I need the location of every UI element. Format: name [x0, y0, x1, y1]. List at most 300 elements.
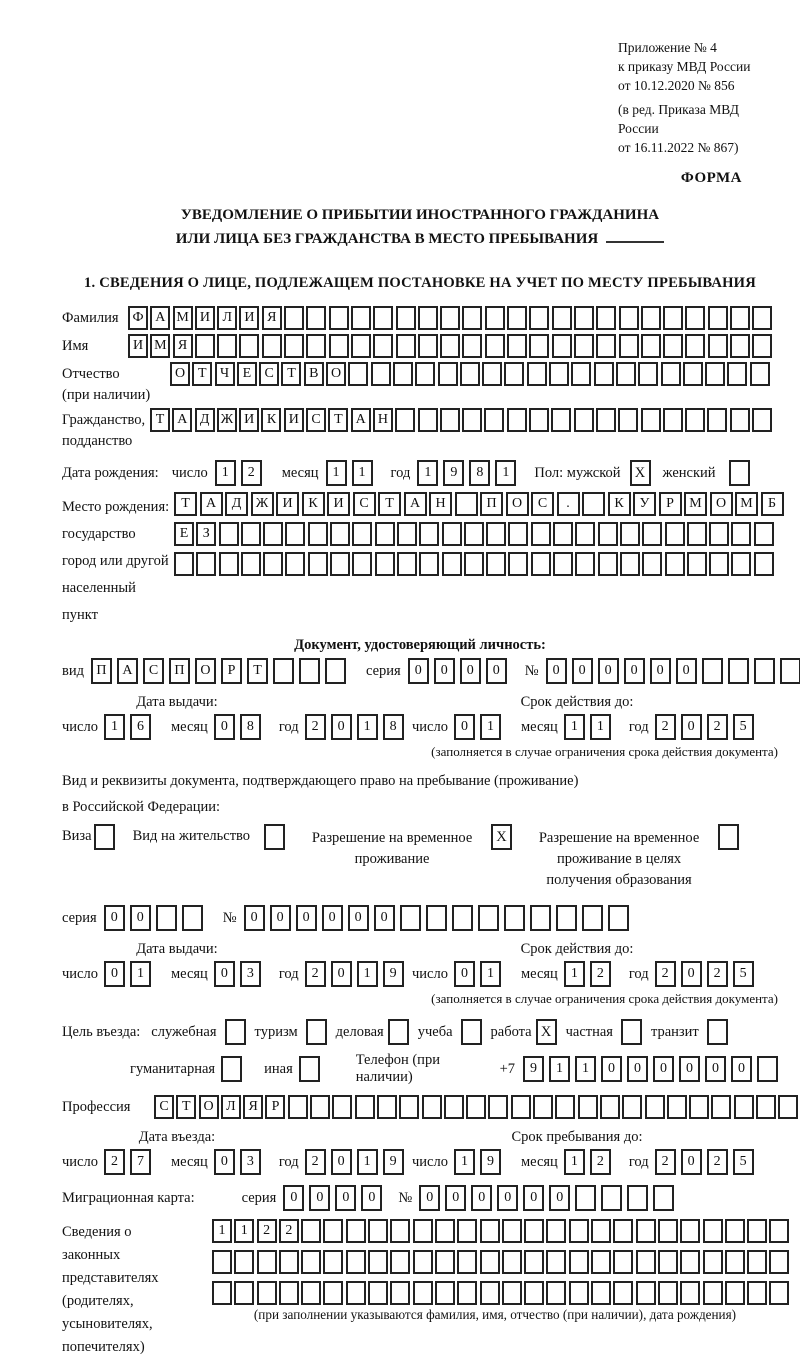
- char-cell[interactable]: [352, 522, 372, 546]
- char-cell[interactable]: 1: [417, 460, 438, 486]
- char-cell[interactable]: 0: [244, 905, 265, 931]
- char-cell[interactable]: Я: [243, 1095, 263, 1119]
- char-cell[interactable]: [658, 1219, 678, 1243]
- char-cell[interactable]: [596, 306, 616, 330]
- char-cell[interactable]: Ч: [215, 362, 235, 386]
- doc-issue-month-input[interactable]: [214, 714, 261, 740]
- char-cell[interactable]: [574, 306, 594, 330]
- char-cell[interactable]: [346, 1219, 366, 1243]
- char-cell[interactable]: [375, 522, 395, 546]
- char-cell[interactable]: Д: [195, 408, 215, 432]
- char-cell[interactable]: [703, 1219, 723, 1243]
- char-cell[interactable]: 2: [655, 961, 676, 987]
- entry-day-input[interactable]: [104, 1149, 151, 1175]
- char-cell[interactable]: [663, 306, 683, 330]
- char-cell[interactable]: 8: [240, 714, 261, 740]
- doc-issue-day-input[interactable]: [104, 714, 151, 740]
- char-cell[interactable]: О: [326, 362, 346, 386]
- doc-valid-year-input[interactable]: [655, 714, 754, 740]
- char-cell[interactable]: 0: [681, 961, 702, 987]
- char-cell[interactable]: 0: [653, 1056, 674, 1082]
- char-cell[interactable]: П: [91, 658, 112, 684]
- char-cell[interactable]: [683, 362, 703, 386]
- char-cell[interactable]: [329, 334, 349, 358]
- stay-year-input[interactable]: [655, 1149, 754, 1175]
- char-cell[interactable]: [438, 362, 458, 386]
- profession-input[interactable]: [154, 1095, 800, 1119]
- doc-number-input[interactable]: [546, 658, 800, 684]
- citizenship-input[interactable]: [150, 408, 774, 432]
- char-cell[interactable]: [689, 1095, 709, 1119]
- char-cell[interactable]: 0: [130, 905, 151, 931]
- char-cell[interactable]: [440, 306, 460, 330]
- char-cell[interactable]: [709, 552, 729, 576]
- char-cell[interactable]: Т: [328, 408, 348, 432]
- char-cell[interactable]: [750, 362, 770, 386]
- char-cell[interactable]: [346, 1281, 366, 1305]
- char-cell[interactable]: 1: [564, 961, 585, 987]
- char-cell[interactable]: 0: [598, 658, 619, 684]
- char-cell[interactable]: [263, 522, 283, 546]
- purpose-tourism-checkbox[interactable]: [306, 1019, 327, 1045]
- char-cell[interactable]: К: [261, 408, 281, 432]
- char-cell[interactable]: [377, 1095, 397, 1119]
- char-cell[interactable]: [598, 522, 618, 546]
- char-cell[interactable]: [480, 1281, 500, 1305]
- char-cell[interactable]: [636, 1250, 656, 1274]
- char-cell[interactable]: Т: [176, 1095, 196, 1119]
- char-cell[interactable]: [502, 1250, 522, 1274]
- char-cell[interactable]: [685, 334, 705, 358]
- char-cell[interactable]: [531, 552, 551, 576]
- char-cell[interactable]: Е: [174, 522, 194, 546]
- char-cell[interactable]: 2: [279, 1219, 299, 1243]
- residence-permit-checkbox[interactable]: [264, 824, 285, 850]
- purpose-humanitarian-checkbox[interactable]: [221, 1056, 242, 1082]
- char-cell[interactable]: [598, 552, 618, 576]
- char-cell[interactable]: [596, 408, 616, 432]
- char-cell[interactable]: [731, 552, 751, 576]
- char-cell[interactable]: 0: [627, 1056, 648, 1082]
- doc-valid-day-input[interactable]: [454, 714, 501, 740]
- char-cell[interactable]: 2: [305, 961, 326, 987]
- char-cell[interactable]: [196, 552, 216, 576]
- char-cell[interactable]: [529, 334, 549, 358]
- char-cell[interactable]: [725, 1281, 745, 1305]
- char-cell[interactable]: [257, 1281, 277, 1305]
- char-cell[interactable]: [728, 658, 749, 684]
- char-cell[interactable]: [756, 1095, 776, 1119]
- char-cell[interactable]: Л: [221, 1095, 241, 1119]
- stay-month-input[interactable]: [564, 1149, 611, 1175]
- char-cell[interactable]: [457, 1250, 477, 1274]
- char-cell[interactable]: [680, 1250, 700, 1274]
- char-cell[interactable]: 2: [305, 1149, 326, 1175]
- representatives-line2-input[interactable]: [212, 1250, 792, 1274]
- char-cell[interactable]: [393, 362, 413, 386]
- char-cell[interactable]: 0: [705, 1056, 726, 1082]
- char-cell[interactable]: [464, 552, 484, 576]
- char-cell[interactable]: [486, 522, 506, 546]
- char-cell[interactable]: [757, 1056, 778, 1082]
- char-cell[interactable]: [769, 1281, 789, 1305]
- permit-valid-month-input[interactable]: [564, 961, 611, 987]
- char-cell[interactable]: [511, 1095, 531, 1119]
- char-cell[interactable]: [435, 1250, 455, 1274]
- char-cell[interactable]: [653, 1185, 674, 1211]
- char-cell[interactable]: [574, 334, 594, 358]
- char-cell[interactable]: [578, 1095, 598, 1119]
- char-cell[interactable]: [663, 334, 683, 358]
- char-cell[interactable]: [708, 306, 728, 330]
- char-cell[interactable]: [418, 334, 438, 358]
- char-cell[interactable]: Т: [247, 658, 268, 684]
- char-cell[interactable]: А: [351, 408, 371, 432]
- char-cell[interactable]: [462, 408, 482, 432]
- char-cell[interactable]: [234, 1281, 254, 1305]
- char-cell[interactable]: [703, 1250, 723, 1274]
- char-cell[interactable]: [747, 1281, 767, 1305]
- phone-input[interactable]: [523, 1056, 778, 1082]
- char-cell[interactable]: М: [735, 492, 758, 516]
- char-cell[interactable]: [482, 362, 502, 386]
- char-cell[interactable]: [239, 334, 259, 358]
- purpose-business-checkbox[interactable]: [388, 1019, 409, 1045]
- char-cell[interactable]: [395, 408, 415, 432]
- char-cell[interactable]: 1: [564, 714, 585, 740]
- char-cell[interactable]: 8: [469, 460, 490, 486]
- char-cell[interactable]: 0: [601, 1056, 622, 1082]
- permit-valid-year-input[interactable]: [655, 961, 754, 987]
- char-cell[interactable]: [752, 334, 772, 358]
- stay-day-input[interactable]: [454, 1149, 501, 1175]
- char-cell[interactable]: 1: [564, 1149, 585, 1175]
- char-cell[interactable]: Р: [265, 1095, 285, 1119]
- char-cell[interactable]: К: [302, 492, 325, 516]
- char-cell[interactable]: 0: [681, 1149, 702, 1175]
- patronymic-input[interactable]: [170, 362, 772, 386]
- char-cell[interactable]: [390, 1281, 410, 1305]
- char-cell[interactable]: С: [353, 492, 376, 516]
- char-cell[interactable]: Е: [237, 362, 257, 386]
- char-cell[interactable]: [397, 552, 417, 576]
- char-cell[interactable]: [591, 1250, 611, 1274]
- char-cell[interactable]: [638, 362, 658, 386]
- char-cell[interactable]: Т: [378, 492, 401, 516]
- char-cell[interactable]: 0: [454, 714, 475, 740]
- char-cell[interactable]: [665, 552, 685, 576]
- char-cell[interactable]: [426, 905, 447, 931]
- char-cell[interactable]: А: [200, 492, 223, 516]
- temp-residence-edu-checkbox[interactable]: [718, 824, 739, 850]
- char-cell[interactable]: 1: [454, 1149, 475, 1175]
- char-cell[interactable]: [285, 552, 305, 576]
- char-cell[interactable]: 3: [240, 961, 261, 987]
- char-cell[interactable]: [263, 552, 283, 576]
- char-cell[interactable]: [174, 552, 194, 576]
- gender-female-checkbox[interactable]: [729, 460, 750, 486]
- char-cell[interactable]: 1: [357, 714, 378, 740]
- char-cell[interactable]: А: [172, 408, 192, 432]
- char-cell[interactable]: [680, 1281, 700, 1305]
- char-cell[interactable]: [703, 1281, 723, 1305]
- char-cell[interactable]: [752, 306, 772, 330]
- purpose-official-checkbox[interactable]: [225, 1019, 246, 1045]
- char-cell[interactable]: 1: [480, 961, 501, 987]
- char-cell[interactable]: [613, 1281, 633, 1305]
- char-cell[interactable]: 0: [104, 961, 125, 987]
- char-cell[interactable]: [596, 334, 616, 358]
- char-cell[interactable]: [212, 1281, 232, 1305]
- char-cell[interactable]: 1: [130, 961, 151, 987]
- char-cell[interactable]: 2: [257, 1219, 277, 1243]
- char-cell[interactable]: [355, 1095, 375, 1119]
- char-cell[interactable]: Н: [373, 408, 393, 432]
- char-cell[interactable]: П: [480, 492, 503, 516]
- char-cell[interactable]: [440, 408, 460, 432]
- char-cell[interactable]: 2: [104, 1149, 125, 1175]
- char-cell[interactable]: [641, 334, 661, 358]
- char-cell[interactable]: В: [304, 362, 324, 386]
- char-cell[interactable]: [619, 334, 639, 358]
- char-cell[interactable]: 0: [445, 1185, 466, 1211]
- char-cell[interactable]: 1: [357, 961, 378, 987]
- char-cell[interactable]: [306, 306, 326, 330]
- char-cell[interactable]: [680, 1219, 700, 1243]
- birthplace-line3-input[interactable]: [174, 552, 786, 576]
- char-cell[interactable]: [709, 522, 729, 546]
- char-cell[interactable]: [323, 1219, 343, 1243]
- char-cell[interactable]: 0: [681, 714, 702, 740]
- char-cell[interactable]: [730, 334, 750, 358]
- char-cell[interactable]: [642, 552, 662, 576]
- char-cell[interactable]: [325, 658, 346, 684]
- char-cell[interactable]: [702, 658, 723, 684]
- char-cell[interactable]: 8: [383, 714, 404, 740]
- char-cell[interactable]: [708, 334, 728, 358]
- char-cell[interactable]: [212, 1250, 232, 1274]
- char-cell[interactable]: [217, 334, 237, 358]
- char-cell[interactable]: [234, 1250, 254, 1274]
- char-cell[interactable]: [301, 1281, 321, 1305]
- permit-number-input[interactable]: [244, 905, 629, 931]
- permit-issue-day-input[interactable]: [104, 961, 151, 987]
- char-cell[interactable]: [591, 1281, 611, 1305]
- char-cell[interactable]: [310, 1095, 330, 1119]
- char-cell[interactable]: [452, 905, 473, 931]
- char-cell[interactable]: [351, 334, 371, 358]
- char-cell[interactable]: М: [173, 306, 193, 330]
- char-cell[interactable]: [480, 1250, 500, 1274]
- char-cell[interactable]: Р: [221, 658, 242, 684]
- char-cell[interactable]: 1: [590, 714, 611, 740]
- char-cell[interactable]: [440, 334, 460, 358]
- char-cell[interactable]: [527, 362, 547, 386]
- char-cell[interactable]: [486, 552, 506, 576]
- char-cell[interactable]: [556, 905, 577, 931]
- char-cell[interactable]: [422, 1095, 442, 1119]
- birthplace-line2-input[interactable]: [174, 522, 786, 546]
- char-cell[interactable]: 0: [523, 1185, 544, 1211]
- char-cell[interactable]: [375, 552, 395, 576]
- char-cell[interactable]: 0: [214, 1149, 235, 1175]
- representatives-line3-input[interactable]: [212, 1281, 792, 1305]
- char-cell[interactable]: 0: [624, 658, 645, 684]
- char-cell[interactable]: [601, 1185, 622, 1211]
- char-cell[interactable]: [262, 334, 282, 358]
- mig-series-input[interactable]: [283, 1185, 382, 1211]
- char-cell[interactable]: [502, 1219, 522, 1243]
- doc-issue-year-input[interactable]: [305, 714, 404, 740]
- char-cell[interactable]: [622, 1095, 642, 1119]
- permit-series-input[interactable]: [104, 905, 203, 931]
- char-cell[interactable]: [553, 522, 573, 546]
- char-cell[interactable]: [396, 306, 416, 330]
- char-cell[interactable]: 1: [352, 460, 373, 486]
- char-cell[interactable]: [658, 1281, 678, 1305]
- char-cell[interactable]: [508, 522, 528, 546]
- char-cell[interactable]: [608, 905, 629, 931]
- char-cell[interactable]: 0: [322, 905, 343, 931]
- char-cell[interactable]: И: [239, 306, 259, 330]
- char-cell[interactable]: 0: [214, 714, 235, 740]
- char-cell[interactable]: [705, 362, 725, 386]
- char-cell[interactable]: [308, 552, 328, 576]
- char-cell[interactable]: М: [684, 492, 707, 516]
- name-input[interactable]: [128, 334, 775, 358]
- char-cell[interactable]: [552, 334, 572, 358]
- char-cell[interactable]: [571, 362, 591, 386]
- representatives-line1-input[interactable]: [212, 1219, 792, 1243]
- purpose-study-checkbox[interactable]: [461, 1019, 482, 1045]
- char-cell[interactable]: 0: [460, 658, 481, 684]
- char-cell[interactable]: Ж: [251, 492, 274, 516]
- char-cell[interactable]: [329, 306, 349, 330]
- char-cell[interactable]: [685, 408, 705, 432]
- char-cell[interactable]: 9: [443, 460, 464, 486]
- char-cell[interactable]: [480, 1219, 500, 1243]
- char-cell[interactable]: [285, 522, 305, 546]
- char-cell[interactable]: 1: [234, 1219, 254, 1243]
- permit-issue-month-input[interactable]: [214, 961, 261, 987]
- char-cell[interactable]: 0: [361, 1185, 382, 1211]
- char-cell[interactable]: [575, 1185, 596, 1211]
- char-cell[interactable]: [457, 1219, 477, 1243]
- char-cell[interactable]: 0: [296, 905, 317, 931]
- char-cell[interactable]: 6: [130, 714, 151, 740]
- char-cell[interactable]: 0: [572, 658, 593, 684]
- char-cell[interactable]: [591, 1219, 611, 1243]
- char-cell[interactable]: [613, 1250, 633, 1274]
- char-cell[interactable]: 0: [434, 658, 455, 684]
- char-cell[interactable]: 0: [214, 961, 235, 987]
- char-cell[interactable]: 0: [549, 1185, 570, 1211]
- char-cell[interactable]: [435, 1281, 455, 1305]
- char-cell[interactable]: 0: [497, 1185, 518, 1211]
- char-cell[interactable]: 0: [331, 1149, 352, 1175]
- char-cell[interactable]: [645, 1095, 665, 1119]
- char-cell[interactable]: [533, 1095, 553, 1119]
- char-cell[interactable]: Р: [659, 492, 682, 516]
- char-cell[interactable]: 0: [283, 1185, 304, 1211]
- char-cell[interactable]: [685, 306, 705, 330]
- char-cell[interactable]: [730, 408, 750, 432]
- char-cell[interactable]: [399, 1095, 419, 1119]
- char-cell[interactable]: Т: [150, 408, 170, 432]
- char-cell[interactable]: 3: [240, 1149, 261, 1175]
- purpose-transit-checkbox[interactable]: [707, 1019, 728, 1045]
- char-cell[interactable]: [551, 408, 571, 432]
- char-cell[interactable]: [330, 552, 350, 576]
- char-cell[interactable]: [352, 552, 372, 576]
- char-cell[interactable]: Т: [192, 362, 212, 386]
- char-cell[interactable]: 0: [546, 658, 567, 684]
- char-cell[interactable]: 0: [270, 905, 291, 931]
- char-cell[interactable]: И: [327, 492, 350, 516]
- char-cell[interactable]: [725, 1250, 745, 1274]
- char-cell[interactable]: 1: [104, 714, 125, 740]
- char-cell[interactable]: У: [633, 492, 656, 516]
- char-cell[interactable]: [524, 1219, 544, 1243]
- char-cell[interactable]: [661, 362, 681, 386]
- char-cell[interactable]: [462, 334, 482, 358]
- char-cell[interactable]: Д: [225, 492, 248, 516]
- char-cell[interactable]: 5: [733, 714, 754, 740]
- entry-year-input[interactable]: [305, 1149, 404, 1175]
- char-cell[interactable]: [619, 306, 639, 330]
- char-cell[interactable]: [524, 1281, 544, 1305]
- char-cell[interactable]: [707, 408, 727, 432]
- char-cell[interactable]: 9: [480, 1149, 501, 1175]
- char-cell[interactable]: [667, 1095, 687, 1119]
- char-cell[interactable]: [754, 658, 775, 684]
- char-cell[interactable]: 7: [130, 1149, 151, 1175]
- char-cell[interactable]: [616, 362, 636, 386]
- char-cell[interactable]: [730, 306, 750, 330]
- char-cell[interactable]: [273, 658, 294, 684]
- char-cell[interactable]: [663, 408, 683, 432]
- char-cell[interactable]: [488, 1095, 508, 1119]
- char-cell[interactable]: [641, 306, 661, 330]
- char-cell[interactable]: 1: [326, 460, 347, 486]
- char-cell[interactable]: 2: [707, 1149, 728, 1175]
- char-cell[interactable]: 0: [731, 1056, 752, 1082]
- char-cell[interactable]: Л: [217, 306, 237, 330]
- char-cell[interactable]: [754, 552, 774, 576]
- char-cell[interactable]: С: [154, 1095, 174, 1119]
- char-cell[interactable]: [524, 1250, 544, 1274]
- char-cell[interactable]: [390, 1250, 410, 1274]
- purpose-work-checkbox[interactable]: X: [536, 1019, 557, 1045]
- char-cell[interactable]: [444, 1095, 464, 1119]
- char-cell[interactable]: [508, 552, 528, 576]
- char-cell[interactable]: 9: [523, 1056, 544, 1082]
- char-cell[interactable]: [727, 362, 747, 386]
- char-cell[interactable]: 1: [495, 460, 516, 486]
- char-cell[interactable]: 1: [575, 1056, 596, 1082]
- char-cell[interactable]: [778, 1095, 798, 1119]
- char-cell[interactable]: [156, 905, 177, 931]
- char-cell[interactable]: [415, 362, 435, 386]
- entry-month-input[interactable]: [214, 1149, 261, 1175]
- char-cell[interactable]: К: [608, 492, 631, 516]
- char-cell[interactable]: [627, 1185, 648, 1211]
- char-cell[interactable]: 0: [471, 1185, 492, 1211]
- char-cell[interactable]: [504, 362, 524, 386]
- char-cell[interactable]: [711, 1095, 731, 1119]
- char-cell[interactable]: А: [117, 658, 138, 684]
- char-cell[interactable]: .: [557, 492, 580, 516]
